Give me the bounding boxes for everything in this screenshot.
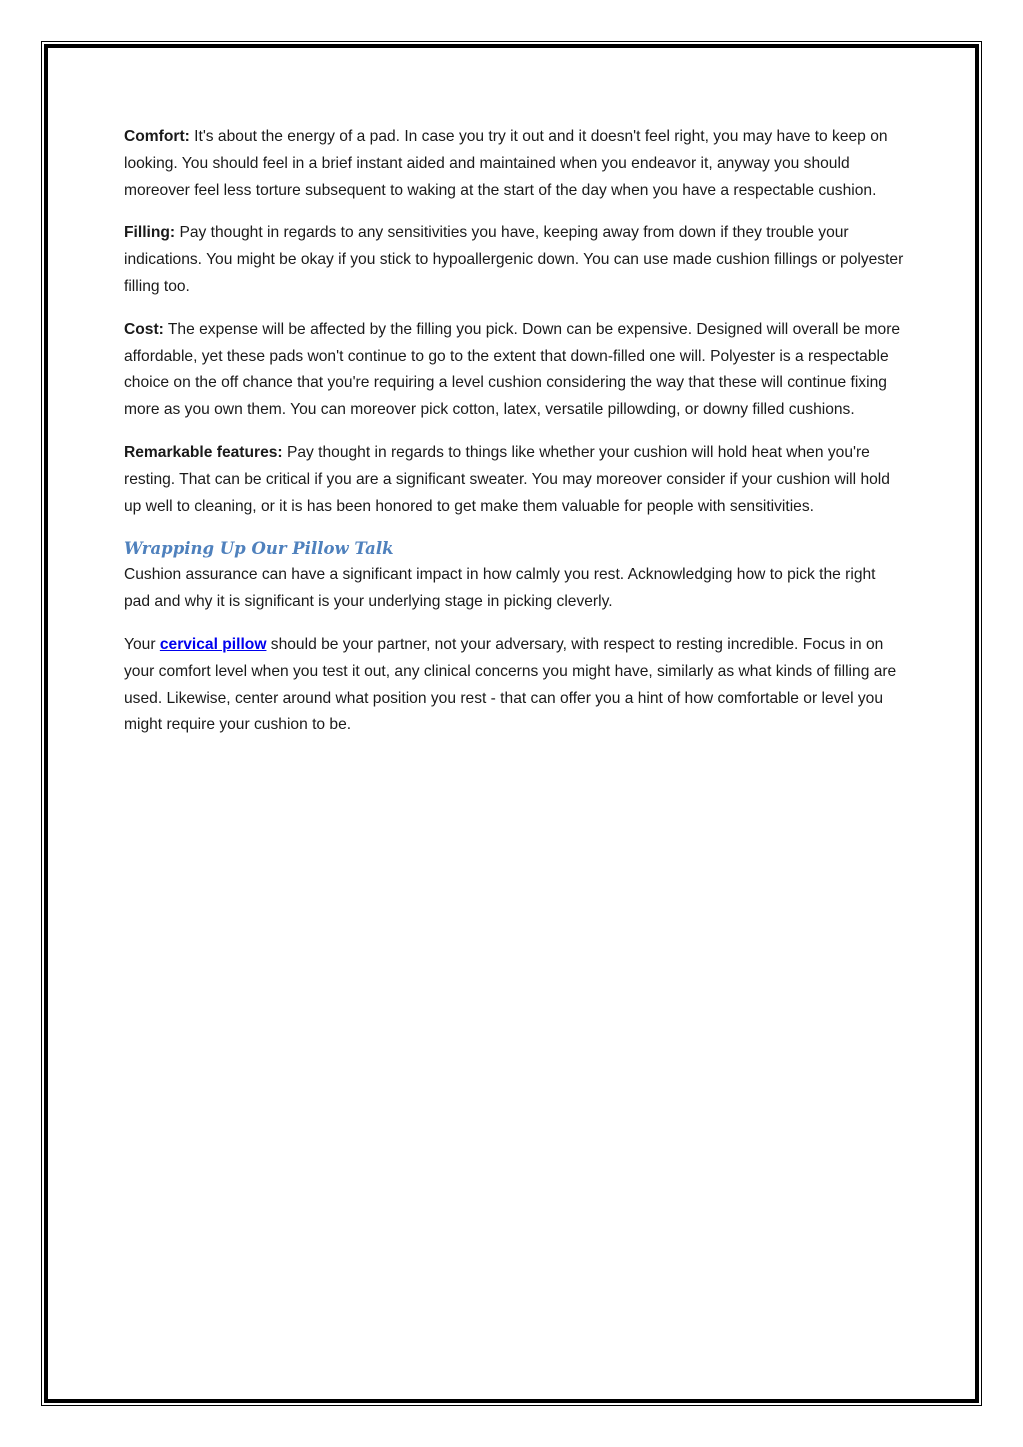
paragraph-cost bbox=[124, 317, 904, 424]
paragraph-filling bbox=[124, 220, 904, 300]
paragraph-features bbox=[124, 440, 904, 520]
closing-text-before: Your bbox=[124, 635, 160, 653]
section-heading: Wrapping Up Our Pillow Talk bbox=[124, 539, 394, 559]
cervical-pillow-link[interactable]: cervical pillow bbox=[159, 635, 267, 653]
filling-text: Pay thought in regards to any sensitivities you have, keeping away from down if they trouble your indications. You might be okay if you stick to hypoallergenic down. You can use made cushion fillings or polyester filling too. bbox=[124, 224, 904, 295]
document-body bbox=[124, 124, 904, 755]
cost-label: Cost: bbox=[124, 320, 164, 338]
filling-label: Filling: bbox=[124, 224, 176, 242]
comfort-text: It's about the energy of a pad. In case you try it out and it doesn't feel right, you may have to keep on looking. You should feel in a brief instant aided and maintained when you endeavor it, anyway you should moreover feel less torture subsequent to waking at the start of the day when you have a respectable cushion. bbox=[124, 128, 888, 199]
features-text: Pay thought in regards to things like whether your cushion will hold heat when you're resting. That can be critical if you are a significant sweater. You may moreover consider if your cushion will hold up well to cleaning, or it is has been honored to get make them valuable for people with sensitivities. bbox=[124, 443, 890, 515]
closing-text-after: should be your partner, not your adversary, with respect to resting incredible. Focus in on your comfort level when you test it out, any clinical concerns you might have, similarly as what kinds of filling are used. Likewise, center around what position you rest - that can offer you a hint of how comfortable or level you might require your cushion to be. bbox=[124, 635, 897, 734]
features-label: Remarkable features: bbox=[124, 443, 283, 461]
paragraph-comfort bbox=[124, 124, 904, 204]
paragraph-intro: Cushion assurance can have a significant impact in how calmly you rest. Acknowledging how to pick the right pad and why it is significant is your underlying stage in picking cleverly. bbox=[124, 566, 876, 611]
paragraph-closing bbox=[124, 632, 904, 739]
cost-text: The expense will be affected by the filling you pick. Down can be expensive. Designed will overall be more affordable, yet these pads won't continue to go to the extent that down-filled one will. Polyester is a respectable choice on the off chance that you're requiring a level cushion considering the way that these will continue fixing more as you own them. You can moreover pick cotton, latex, versatile pillowding, or downy filled cushions. bbox=[124, 320, 901, 419]
comfort-label: Comfort: bbox=[124, 128, 190, 145]
